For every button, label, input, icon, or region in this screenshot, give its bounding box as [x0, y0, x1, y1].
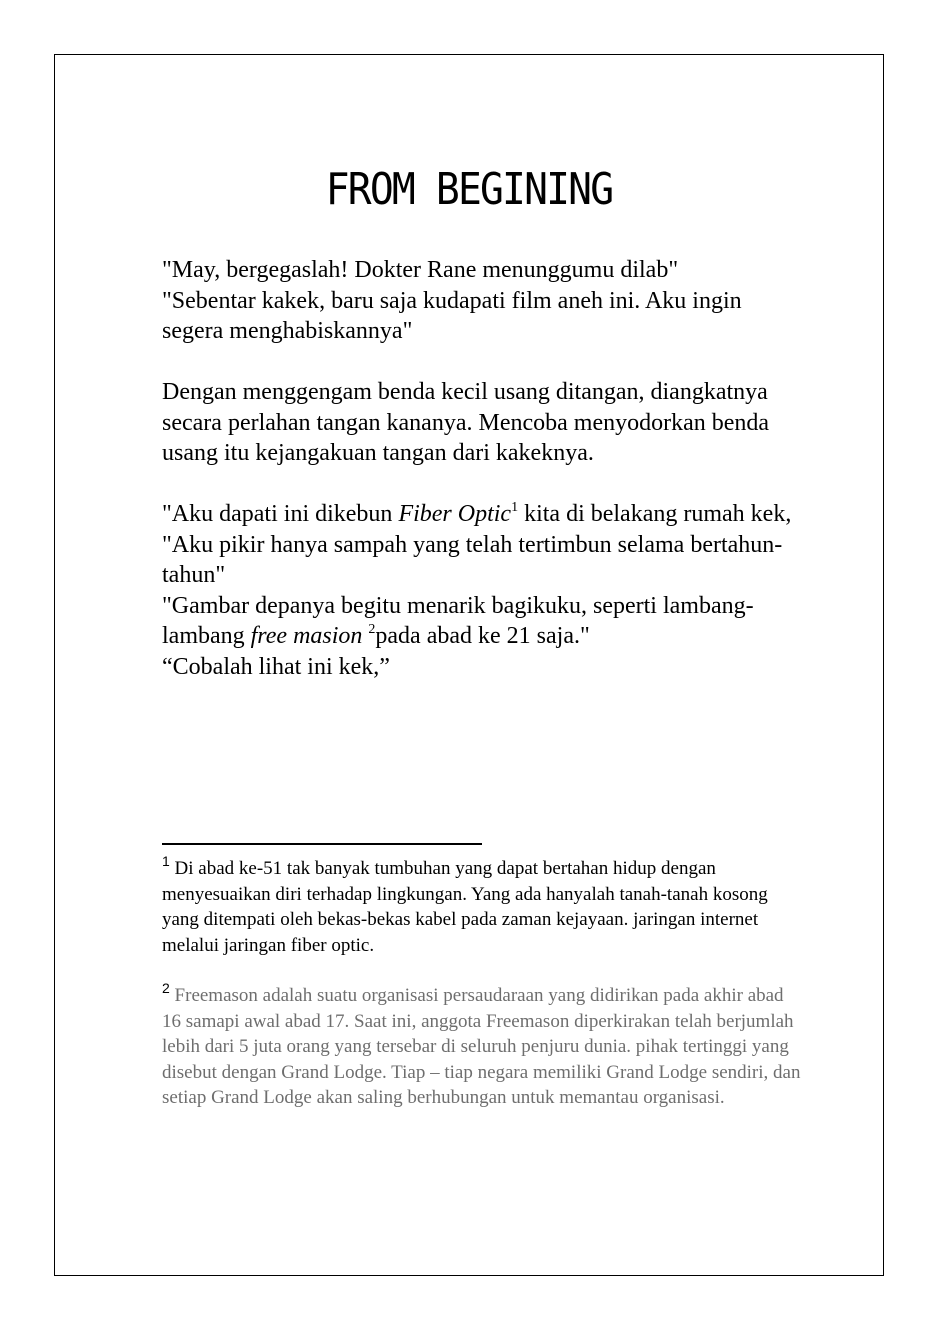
dialogue-line-3 — [162, 499, 802, 530]
dialogue-line-6: “Cobalah lihat ini kek,” — [162, 653, 390, 680]
page-title: FROM BEGINING — [325, 164, 613, 215]
footnote-2-mark: 2 — [162, 980, 170, 996]
footnote-2 — [162, 980, 802, 1111]
narration-paragraph: Dengan menggengam benda kecil usang ditangan, diangkatnya secara perlahan tangan kananya. Mencoba menyodorkan benda usang itu kejangakuan tangan dari kakeknya. — [162, 379, 770, 466]
dialogue-line-5 — [162, 591, 802, 652]
dialogue-line-3-start: "Aku dapati ini dikebun — [162, 501, 399, 527]
fiber-optic-term: Fiber Optic — [398, 501, 512, 527]
footnote-1-text: Di abad ke-51 tak banyak tumbuhan yang dapat bertahan hidup dengan menyesuaikan diri terhadap lingkungan. Yang ada hanyalah tanah-tanah kosong yang ditempati oleh bekas-bekas kabel pada zaman kejayaan. jaringan internet melalui jaringan fiber optic. — [162, 858, 768, 956]
dialogue-line-3-end: kita di belakang rumah kek, — [518, 501, 792, 527]
free-masion-term: free masion — [250, 623, 363, 649]
dialogue-line-1: "May, bergegaslah! Dokter Rane menunggumu dilab" — [162, 257, 679, 283]
footnote-2-text: Freemason adalah suatu organisasi persaudaraan yang didirikan pada akhir abad 16 samapi awal abad 17. Saat ini, anggota Freemason diperkirakan telah berjumlah lebih dari 5 juta orang yang tersebar di seluruh penjuru dunia. pihak tertinggi yang disebut dengan Grand Lodge. Tiap – tiap negara memiliki Grand Lodge sendiri, dan setiap Grand Lodge akan saling berhubungan untuk memantau organisasi. — [162, 985, 801, 1108]
dialogue-line-5-end: pada abad ke 21 saja." — [375, 623, 590, 649]
footnote-ref-1: 1 — [511, 500, 519, 515]
footnote-1-mark: 1 — [162, 853, 170, 869]
footnote-ref-2: 2 — [368, 622, 376, 637]
dialogue-line-5-start: "Gambar depanya begitu menarik bagikuku, seperti lambang-lambang — [162, 592, 754, 649]
dialogue-line-2: "Sebentar kakek, baru saja kudapati film aneh ini. Aku ingin segera menghabiskannya" — [162, 287, 742, 344]
story-body — [162, 255, 802, 682]
dialogue-line-4: "Aku pikir hanya sampah yang telah tertimbun selama bertahun-tahun" — [162, 531, 783, 588]
footnote-1 — [162, 853, 802, 958]
footnote-separator — [162, 843, 482, 845]
footnotes — [162, 853, 802, 1111]
